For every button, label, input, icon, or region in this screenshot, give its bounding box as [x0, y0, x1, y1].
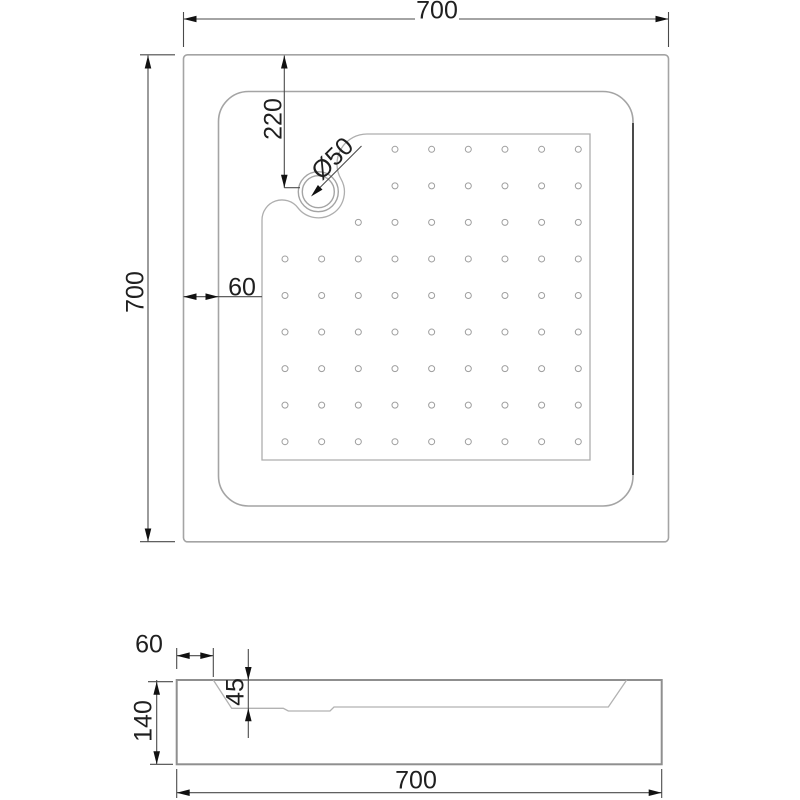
anti-slip-dot	[465, 439, 471, 445]
anti-slip-dot	[465, 183, 471, 189]
anti-slip-dot	[392, 219, 398, 225]
anti-slip-dot	[282, 293, 288, 299]
anti-slip-dot	[392, 256, 398, 262]
anti-slip-dot	[429, 293, 435, 299]
anti-slip-dot	[429, 219, 435, 225]
anti-slip-dot	[319, 366, 325, 372]
label-drain-diameter: Ø50	[306, 132, 360, 186]
anti-slip-dot	[575, 329, 581, 335]
anti-slip-dot	[502, 293, 508, 299]
tray-inner-rim	[219, 92, 634, 507]
section-inner-profile	[213, 680, 626, 711]
anti-slip-dot	[539, 219, 545, 225]
anti-slip-dot	[539, 402, 545, 408]
label-rim-width: 60	[228, 273, 256, 302]
anti-slip-dot	[502, 146, 508, 152]
anti-slip-dot	[319, 329, 325, 335]
anti-slip-dot	[319, 402, 325, 408]
anti-slip-dot	[539, 183, 545, 189]
anti-slip-dot	[355, 439, 361, 445]
anti-slip-dot	[539, 329, 545, 335]
anti-slip-dot	[575, 439, 581, 445]
top-view	[140, 12, 669, 542]
anti-slip-dot	[465, 256, 471, 262]
anti-slip-dot	[282, 256, 288, 262]
anti-slip-dot	[539, 293, 545, 299]
anti-slip-dots	[282, 146, 581, 444]
anti-slip-dot	[429, 256, 435, 262]
anti-slip-dot	[575, 219, 581, 225]
anti-slip-dot	[282, 366, 288, 372]
anti-slip-dot	[282, 439, 288, 445]
anti-slip-dot	[282, 402, 288, 408]
anti-slip-dot	[502, 329, 508, 335]
anti-slip-dot	[465, 293, 471, 299]
anti-slip-dot	[575, 256, 581, 262]
label-section-rim: 60	[135, 630, 163, 659]
anti-slip-dot	[575, 402, 581, 408]
anti-slip-dot	[392, 402, 398, 408]
tray-outer-edge	[184, 55, 669, 542]
label-drain-offset: 220	[259, 98, 288, 140]
anti-slip-dot	[429, 146, 435, 152]
anti-slip-dot	[355, 329, 361, 335]
anti-slip-dot	[429, 183, 435, 189]
anti-slip-dot	[392, 329, 398, 335]
anti-slip-dot	[319, 256, 325, 262]
anti-slip-dot	[502, 219, 508, 225]
label-section-width: 700	[395, 766, 437, 795]
label-left-height: 700	[121, 271, 149, 313]
anti-slip-dot	[429, 439, 435, 445]
anti-slip-dot	[539, 439, 545, 445]
anti-slip-dot	[429, 329, 435, 335]
anti-slip-dot	[355, 256, 361, 262]
anti-slip-dot	[355, 366, 361, 372]
anti-slip-dot	[502, 366, 508, 372]
dim-section-rim	[177, 648, 214, 677]
anti-slip-dot	[429, 366, 435, 372]
anti-slip-dot	[539, 146, 545, 152]
anti-slip-dot	[392, 183, 398, 189]
anti-slip-dot	[319, 439, 325, 445]
label-section-height: 140	[129, 700, 158, 742]
anti-slip-dot	[465, 219, 471, 225]
anti-slip-dot	[392, 146, 398, 152]
anti-slip-dot	[502, 183, 508, 189]
anti-slip-dot	[502, 402, 508, 408]
anti-slip-dot	[355, 402, 361, 408]
anti-slip-dot	[355, 293, 361, 299]
anti-slip-dot	[539, 366, 545, 372]
anti-slip-dot	[465, 366, 471, 372]
anti-slip-dot	[575, 183, 581, 189]
anti-slip-dot	[575, 146, 581, 152]
anti-slip-dot	[319, 293, 325, 299]
anti-slip-dot	[575, 293, 581, 299]
anti-slip-dot	[355, 219, 361, 225]
anti-slip-dot	[465, 402, 471, 408]
anti-slip-dot	[392, 366, 398, 372]
anti-slip-dot	[575, 366, 581, 372]
anti-slip-dot	[465, 146, 471, 152]
anti-slip-dot	[539, 256, 545, 262]
anti-slip-dot	[502, 439, 508, 445]
label-top-width: 700	[416, 0, 458, 25]
anti-slip-dot	[392, 293, 398, 299]
label-section-depth: 45	[221, 678, 250, 706]
anti-slip-dot	[429, 402, 435, 408]
anti-slip-dot	[465, 329, 471, 335]
anti-slip-dot	[282, 329, 288, 335]
anti-slip-dot	[392, 439, 398, 445]
anti-slip-dot	[502, 256, 508, 262]
